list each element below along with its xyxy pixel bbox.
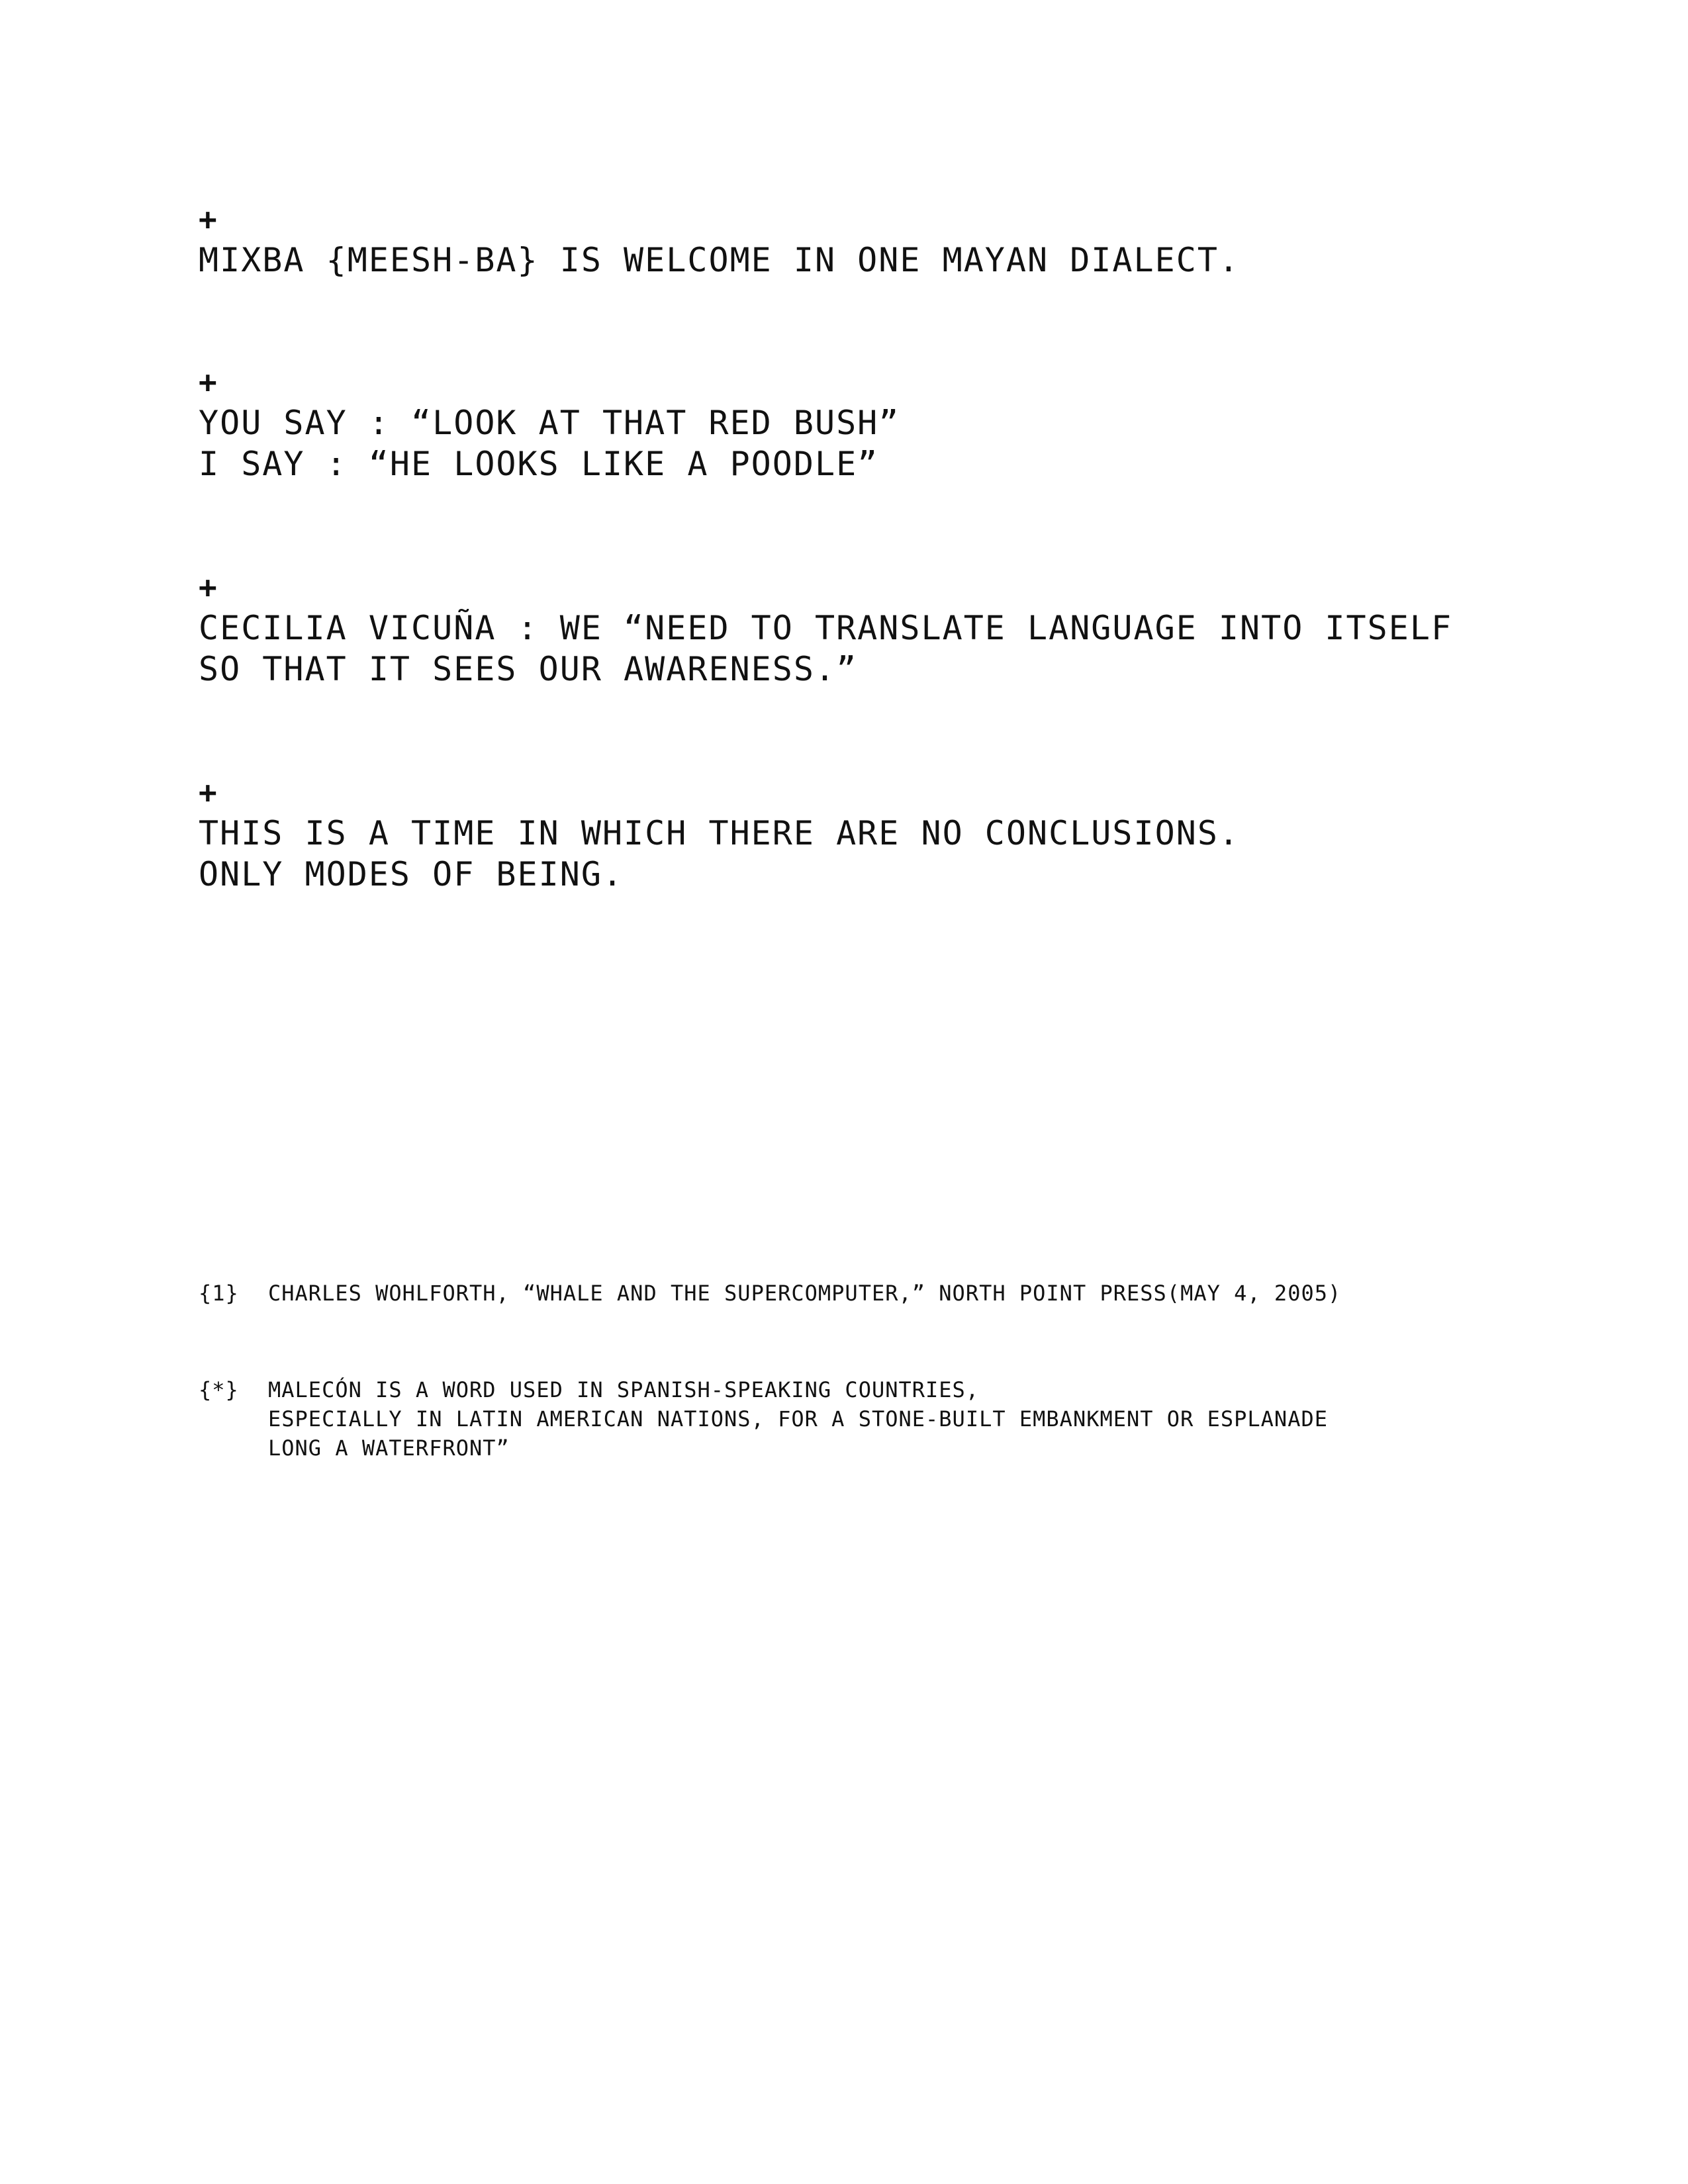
section-marker: + [199, 201, 217, 237]
footnote-line: CHARLES WOHLFORTH, “WHALE AND THE SUPERCOMPUTER,” NORTH POINT PRESS(MAY 4, 2005) [268, 1281, 1342, 1306]
footnote-1 [199, 1279, 1589, 1308]
section-line: SO THAT IT SEES OUR AWARENESS.” [199, 650, 858, 688]
section-marker: + [199, 364, 217, 400]
section-line: THIS IS A TIME IN WHICH THERE ARE NO CONCLUSIONS. [199, 814, 1241, 852]
section-conclusions [199, 772, 1523, 895]
footnote-body [268, 1279, 1589, 1308]
footnote-mark: {*} [199, 1377, 239, 1402]
section-line: ONLY MODES OF BEING. [199, 855, 624, 893]
section-line: CECILIA VICUÑA : WE “NEED TO TRANSLATE LANGUAGE INTO ITSELF [199, 609, 1453, 647]
footnote-star [199, 1375, 1589, 1463]
footnote-body [268, 1375, 1589, 1463]
footnote-line: ESPECIALLY IN LATIN AMERICAN NATIONS, FOR A STONE-BUILT EMBANKMENT OR ESPLANADE [268, 1406, 1328, 1432]
section-mixba [199, 199, 1523, 281]
footnote-line: MALECÓN IS A WORD USED IN SPANISH-SPEAKING COUNTRIES, [268, 1377, 980, 1402]
section-line: I SAY : “HE LOOKS LIKE A POODLE” [199, 445, 879, 483]
section-line: MIXBA {MEESH-BA} IS WELCOME IN ONE MAYAN DIALECT. [199, 241, 1241, 279]
section-vicuna-quote [199, 567, 1523, 690]
section-marker: + [199, 774, 217, 810]
footnote-mark: {1} [199, 1281, 239, 1306]
section-line: YOU SAY : “LOOK AT THAT RED BUSH” [199, 404, 900, 442]
footnote-line: LONG A WATERFRONT” [268, 1435, 510, 1461]
section-marker: + [199, 569, 217, 605]
section-red-bush [199, 361, 1523, 484]
